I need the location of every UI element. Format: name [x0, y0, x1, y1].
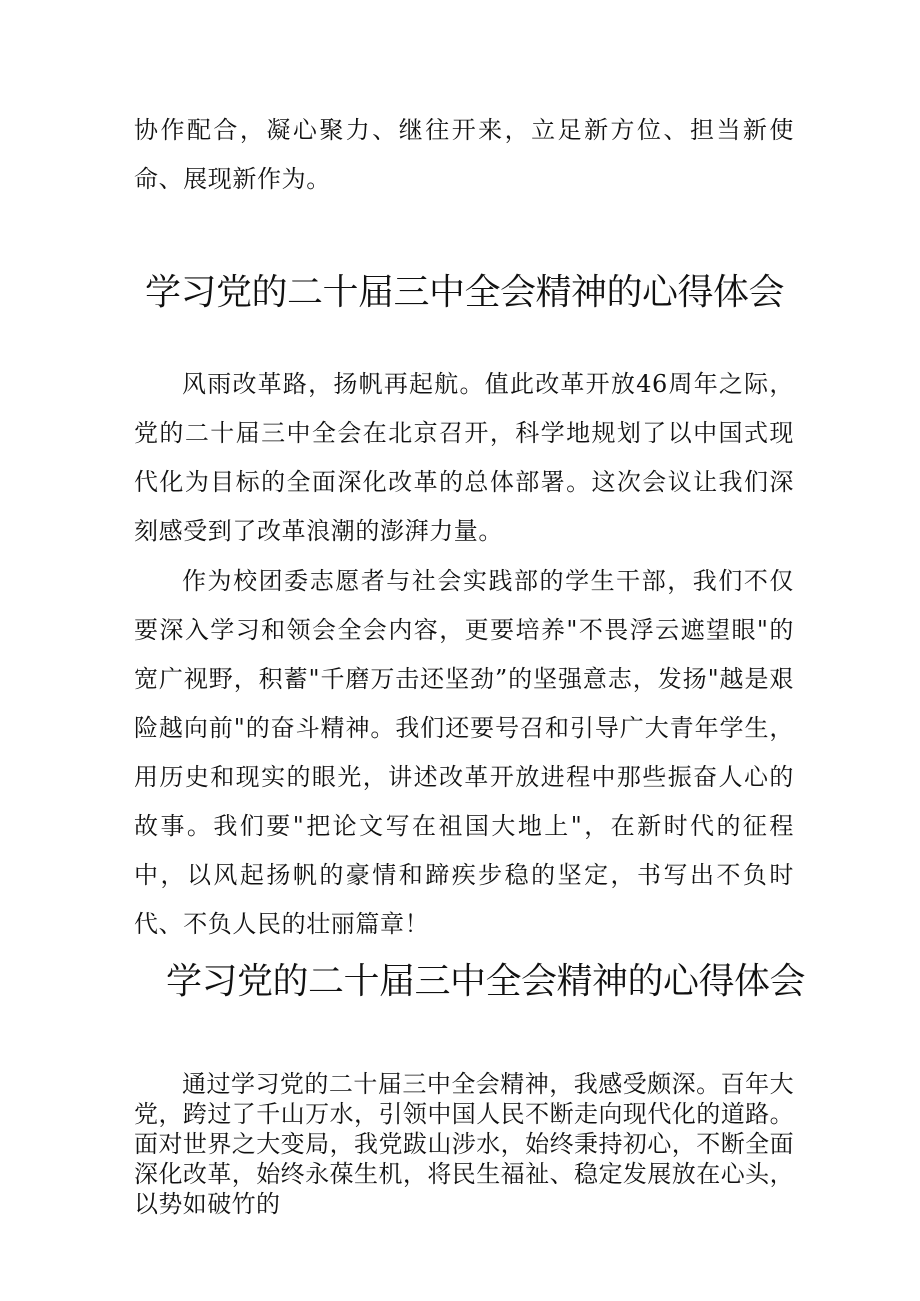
section-title-2: 学习党的二十届三中全会精神的心得体会: [166, 961, 806, 1002]
section2-paragraph-1: 通过学习党的二十届三中全会精神，我感受颇深。百年大党，跨过了千山万水，引领中国人民不断走向现代化的道路。面对世界之大变局，我党跋山涉水，始终秉持初心，不断全面深化改革，始终永葆生机，将民生福祉、稳定发展放在心头，以势如破竹的: [134, 1070, 794, 1218]
section1-paragraph-1: 风雨改革路，扬帆再起航。值此改革开放46周年之际，党的二十届三中全会在北京召开，科学地规划了以中国式现代化为目标的全面深化改革的总体部署。这次会议让我们深刻感受到了改革浪潮的澎湃力量。: [134, 370, 794, 545]
continuation-paragraph: 协作配合，凝心聚力、继往开来，立足新方位、担当新使命、展现新作为。: [134, 116, 794, 193]
section1-paragraph-2: 作为校团委志愿者与社会实践部的学生干部，我们不仅要深入学习和领会全会内容，更要培养"不畏浮云遮望眼"的宽广视野，积蓄"千磨万击还坚劲”的坚强意志，发扬"越是艰险越向前"的奋斗精神。我们还要号召和引导广大青年学生，用历史和现实的眼光，讲述改革开放进程中那些振奋人心的故事。我们要"把论文写在祖国大地上"，在新时代的征程中，以风起扬帆的豪情和蹄疾步稳的坚定，书写出不负时代、不负人民的壮丽篇章！: [134, 567, 794, 938]
section-title-1: 学习党的二十届三中全会精神的心得体会: [145, 272, 785, 313]
